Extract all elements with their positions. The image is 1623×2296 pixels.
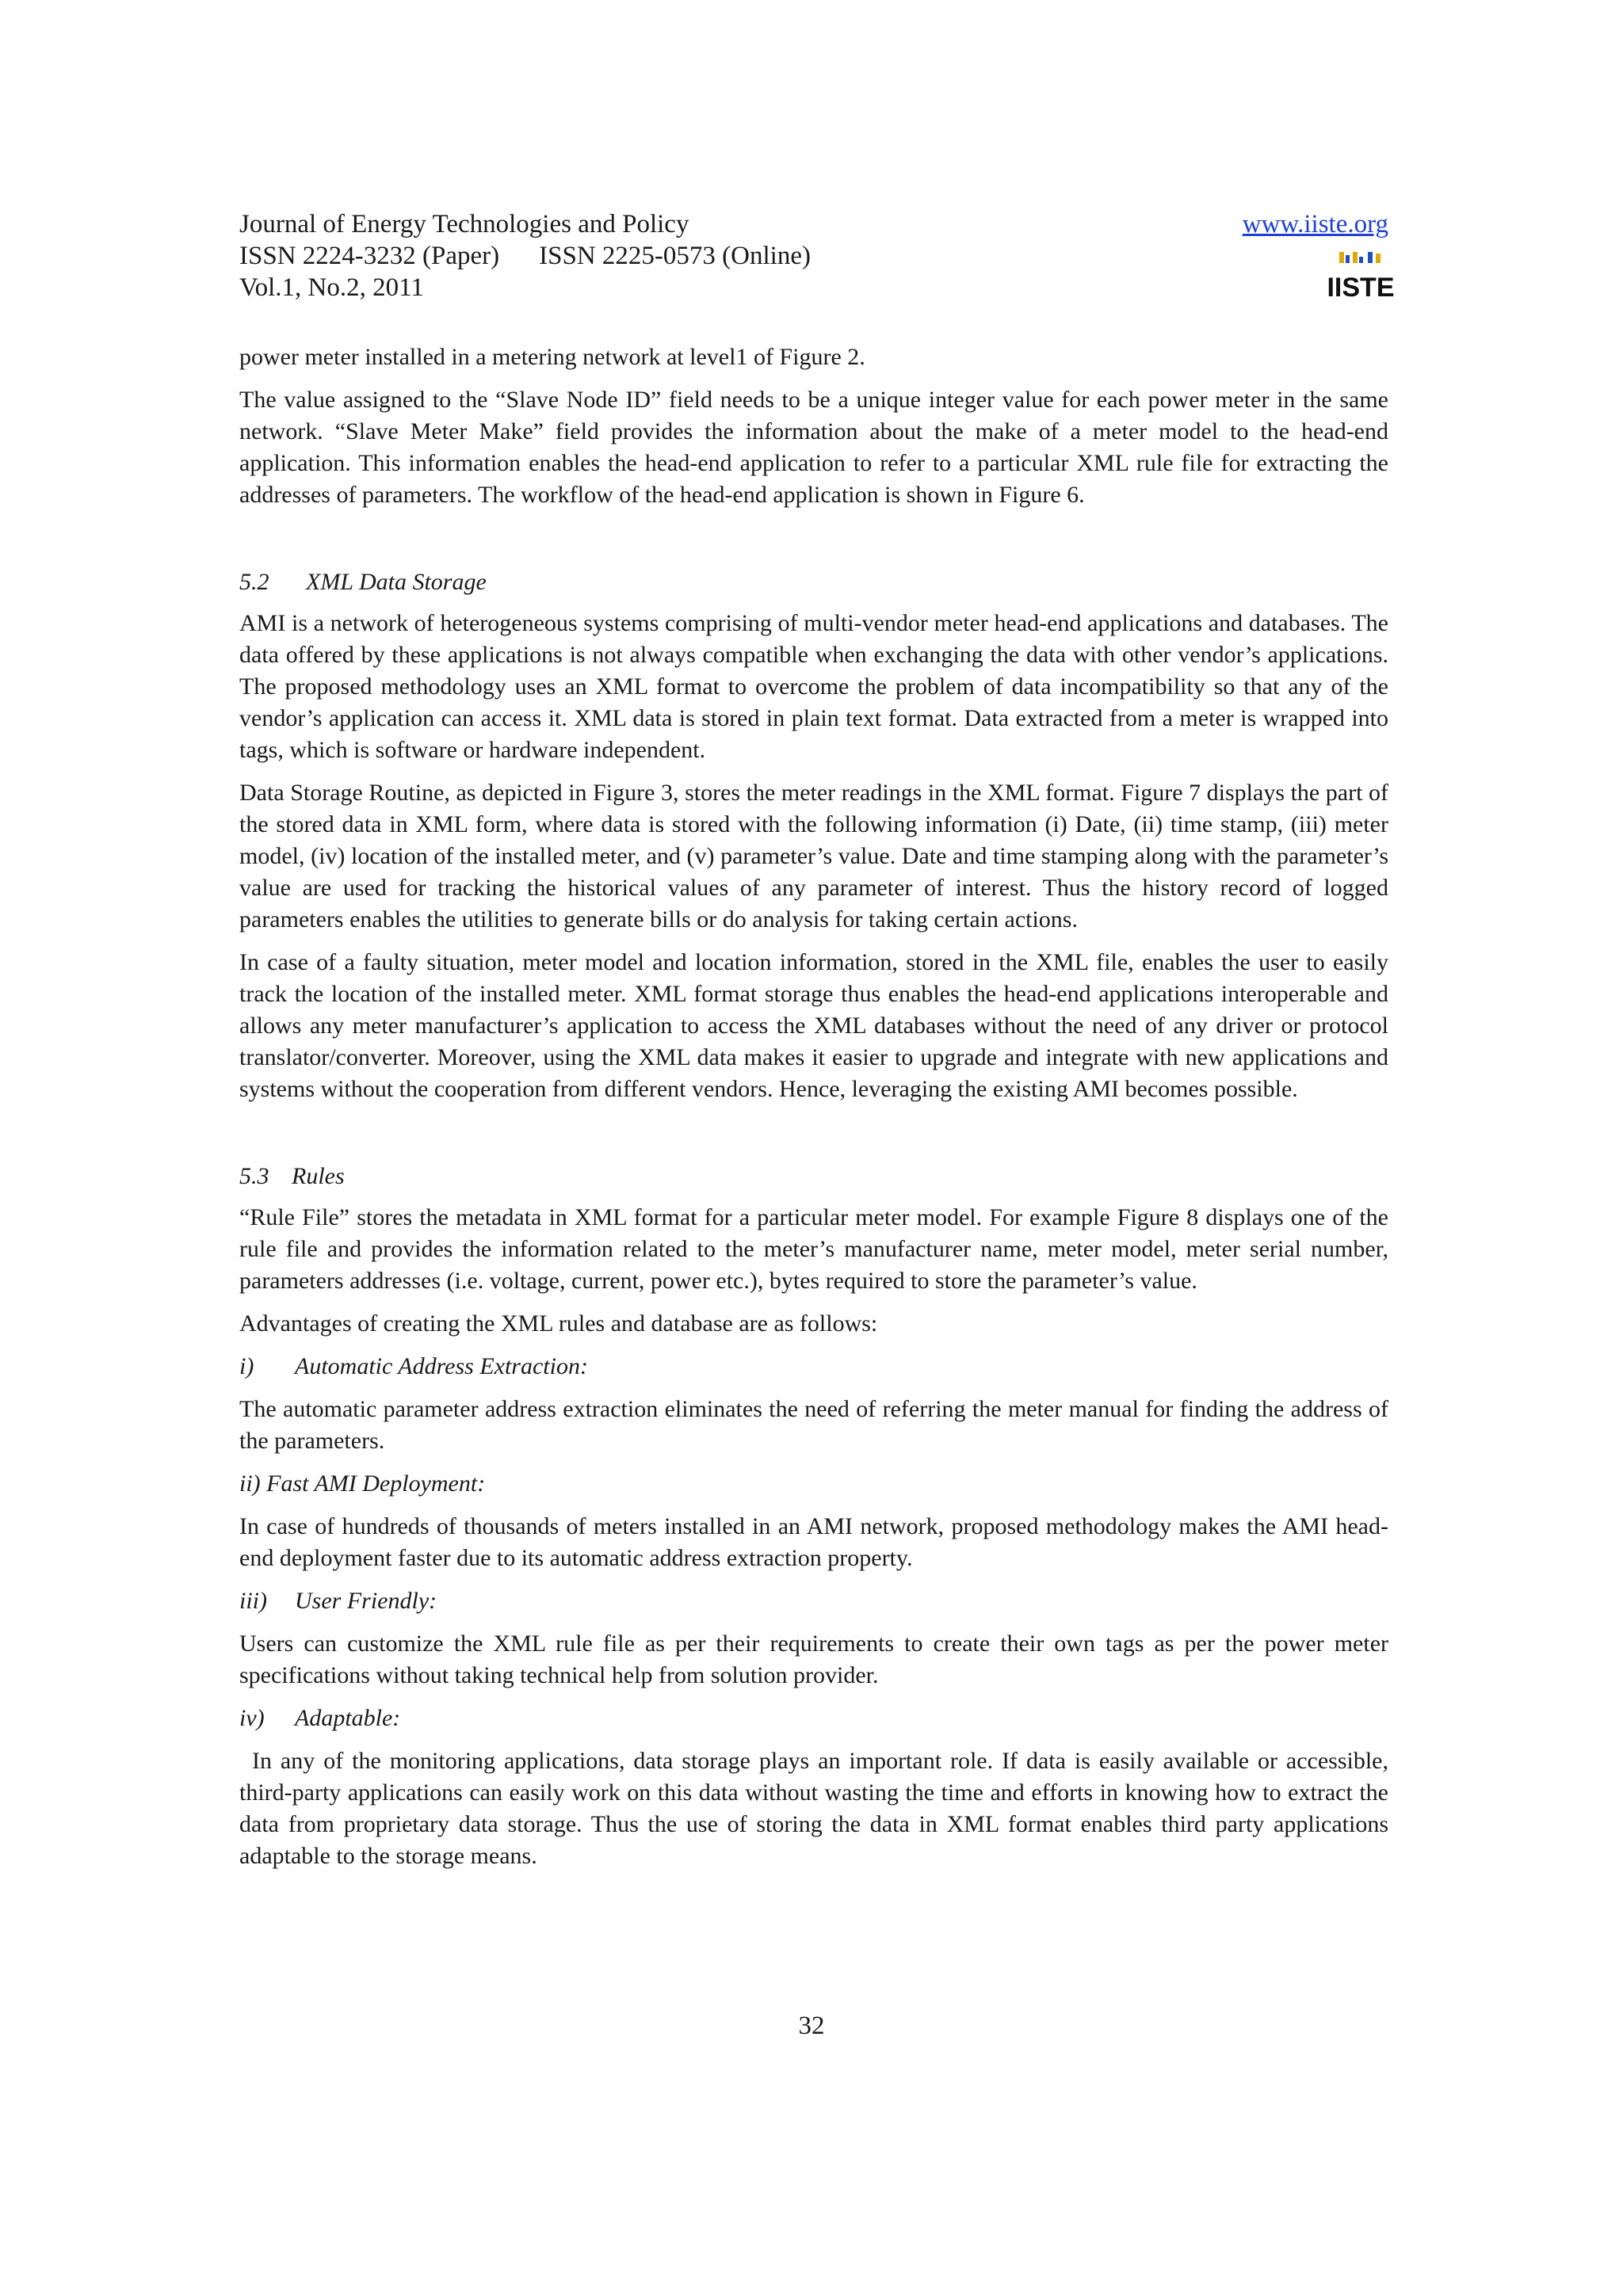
list-numeral: iv) xyxy=(239,1705,265,1731)
page-header xyxy=(239,208,1395,303)
paragraph: Users can customize the XML rule file as per their requirements to create their own tags as per the power meter specifications without taking technical help from solution provider. xyxy=(239,1630,1388,1688)
list-title: User Friendly: xyxy=(295,1588,437,1614)
page-number: 32 xyxy=(798,2012,825,2040)
paragraph: In case of a faulty situation, meter model and location information, stored in the XML file, enables the user to easily track the location of the installed meter. XML format storage thus enables the head-end applications interoperable and allows any meter manufacturer’s application to access the XML databases without the need of any driver or protocol translator/converter. Moreover, using the XML data makes it easier to upgrade and integrate with new applications and systems without the cooperation from different vendors. Hence, leveraging the existing AMI becomes possible. xyxy=(239,949,1388,1102)
paragraph: In case of hundreds of thousands of meters installed in an AMI network, proposed methodology makes the AMI head-end deployment faster due to its automatic address extraction property. xyxy=(239,1513,1388,1571)
volume-info: Vol.1, No.2, 2011 xyxy=(239,273,424,302)
issn-paper: ISSN 2224-3232 (Paper) xyxy=(239,242,500,270)
journal-info xyxy=(239,208,1388,303)
iiste-logo xyxy=(1327,250,1395,303)
list-title: Adaptable: xyxy=(295,1705,401,1731)
journal-title: Journal of Energy Technologies and Policy xyxy=(239,210,689,238)
issn-line xyxy=(239,240,1388,272)
paragraph: The automatic parameter address extraction eliminates the need of referring the meter manual for finding the address of the parameters. xyxy=(239,1396,1388,1454)
section-heading-5-3 xyxy=(239,1161,1388,1192)
paragraph: The value assigned to the “Slave Node ID” field needs to be a unique integer value for each power meter in the same network. “Slave Meter Make” field provides the information about the make of a meter model to the head-end application. This information enables the head-end application to refer to a particular XML rule file for extracting the addresses of parameters. The workflow of the head-end application is shown in Figure 6. xyxy=(239,387,1388,508)
list-numeral: iii) xyxy=(239,1588,267,1614)
issn-online: ISSN 2225-0573 (Online) xyxy=(539,242,811,270)
logo-lettering: IISTE xyxy=(1327,273,1395,303)
section-heading-5-2 xyxy=(239,566,1388,598)
advantage-heading-3 xyxy=(239,1585,1388,1617)
paragraph: “Rule File” stores the metadata in XML format for a particular meter model. For example Figure 8 displays one of the rule file and provides the information related to the meter’s manufacturer name, meter model, meter serial number, parameters addresses (i.e. voltage, current, power etc.), bytes required to store the parameter’s value. xyxy=(239,1204,1388,1294)
section-title: XML Data Storage xyxy=(306,569,487,595)
list-title: ii) Fast AMI Deployment: xyxy=(239,1470,486,1497)
advantage-heading-1 xyxy=(239,1351,1388,1383)
list-title: Automatic Address Extraction: xyxy=(295,1353,588,1379)
section-title: Rules xyxy=(292,1163,345,1189)
paragraph: Advantages of creating the XML rules and database are as follows: xyxy=(239,1310,878,1337)
advantage-heading-4 xyxy=(239,1703,1388,1734)
section-number: 5.3 xyxy=(239,1163,269,1189)
paragraph: power meter installed in a metering network at level1 of Figure 2. xyxy=(239,344,865,370)
section-number: 5.2 xyxy=(239,569,269,595)
paragraph: In any of the monitoring applications, data storage plays an important role. If data is easily available or accessible, third-party applications can easily work on this data without wasting the time and efforts in knowing how to extract the data from proprietary data storage. Thus the use of storing the data in XML format enables third party applications adaptable to the storage means. xyxy=(239,1748,1388,1869)
list-numeral: i) xyxy=(239,1353,254,1379)
advantage-heading-2 xyxy=(239,1468,1388,1500)
paragraph: Data Storage Routine, as depicted in Figure 3, stores the meter readings in the XML format. Figure 7 displays the part of the stored data in XML form, where data is stored with the following information (i) Date, (ii) time stamp, (iii) meter model, (iv) location of the installed meter, and (v) parameter’s value. Date and time stamping along with the parameter’s value are used for tracking the historical values of any parameter of interest. Thus the history record of logged parameters enables the utilities to generate bills or do analysis for taking certain actions. xyxy=(239,780,1388,933)
website-link[interactable]: www.iiste.org xyxy=(1242,210,1388,238)
paragraph: AMI is a network of heterogeneous systems comprising of multi-vendor meter head-end applications and databases. The data offered by these applications is not always compatible when exchanging the data with other vendor’s applications. The proposed methodology uses an XML format to overcome the problem of data incompatibility so that any of the vendor’s application can access it. XML data is stored in plain text format. Data extracted from a meter is wrapped into tags, which is software or hardware independent. xyxy=(239,610,1388,763)
article-body xyxy=(239,341,1388,1883)
